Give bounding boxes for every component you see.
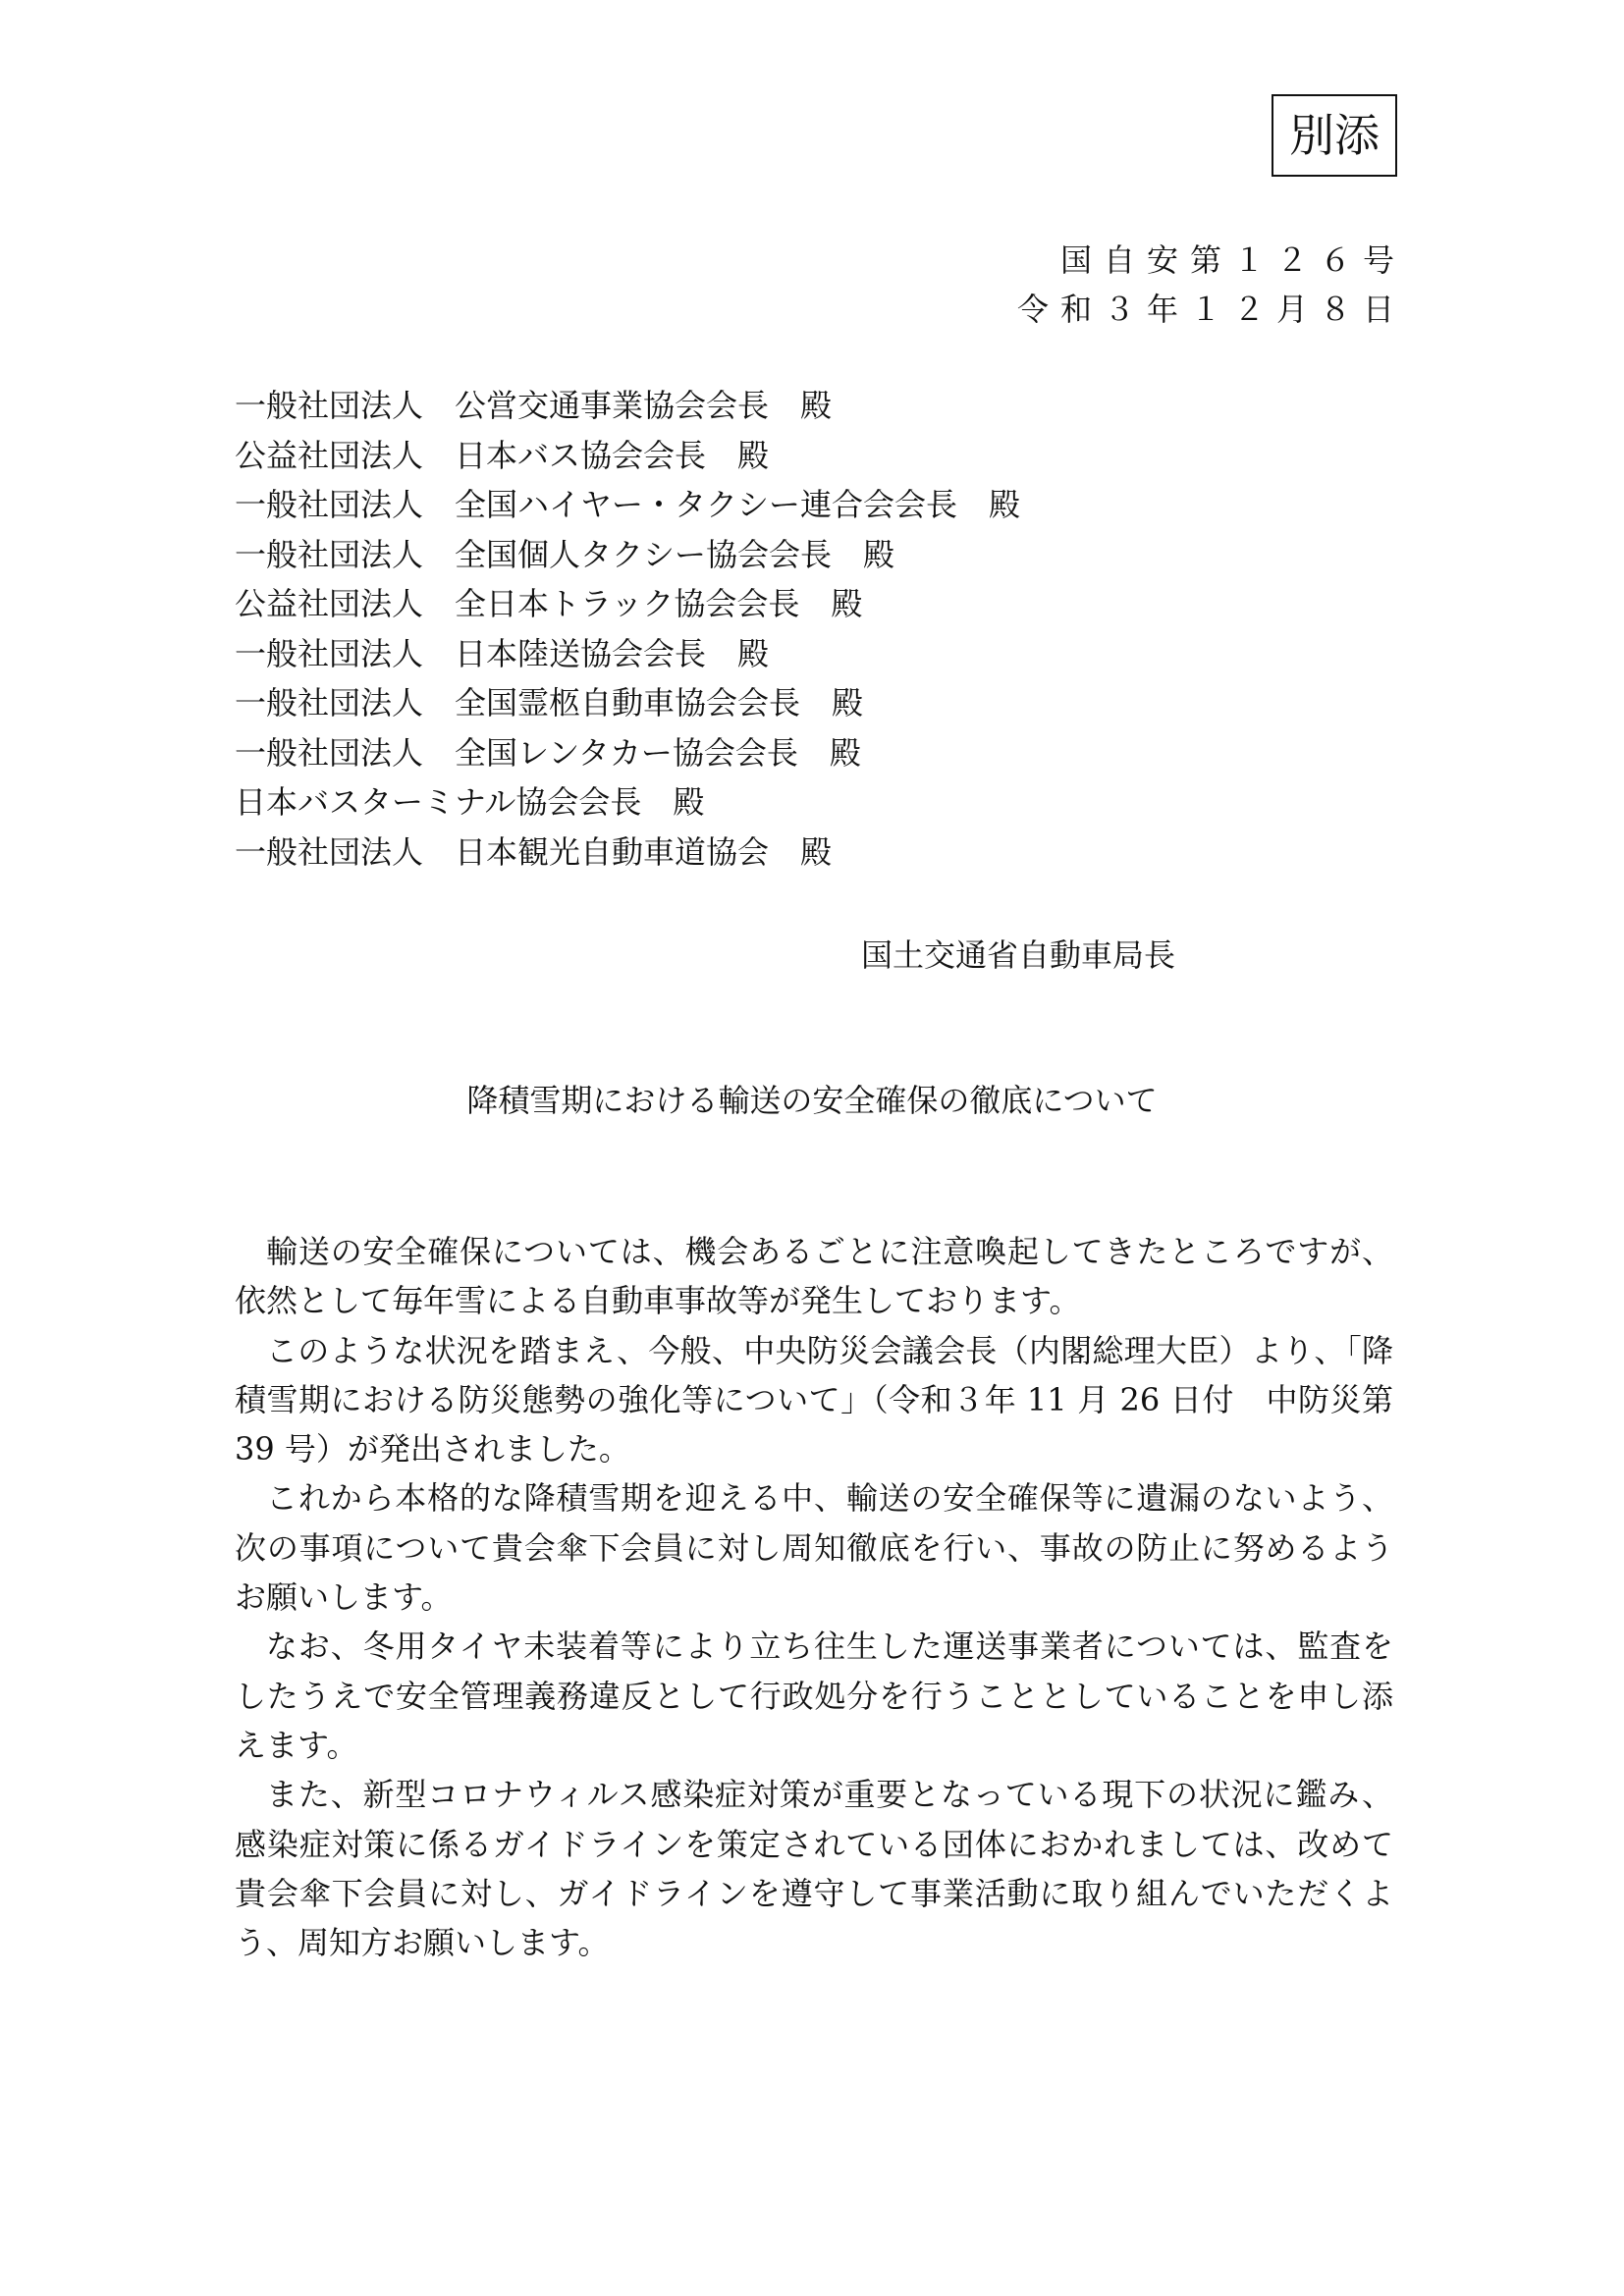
recipient-item: 一般社団法人 全国個人タクシー協会会長 殿 [235,535,895,573]
document-number: 国自安第１２６号 [1059,241,1406,279]
document-title: 降積雪期における輸送の安全確保の徹底について [466,1082,1158,1119]
recipient-list [235,381,1020,877]
body-paragraph: また、新型コロナウィルス感染症対策が重要となっている現下の状況に鑑み、感染症対策に係るガイドラインを策定されている団体におかれましては、改めて貴会傘下会員に対し、ガイドラインを遵守して事業活動に取り組んでいただくよう、周知方お願いします。 [235,1776,1393,1962]
recipient-item: 公益社団法人 日本バス協会会長 殿 [235,436,770,474]
recipient-item: 一般社団法人 日本陸送協会会長 殿 [235,634,770,672]
document-date: 令和３年１２月８日 [1016,291,1406,328]
recipient-item: 日本バスターミナル協会会長 殿 [235,783,705,821]
body-paragraph: 輸送の安全確保については、機会あるごとに注意喚起してきたところですが、依然として毎年雪による自動車事故等が発生しております。 [235,1233,1393,1320]
recipient-item: 公益社団法人 全日本トラック協会会長 殿 [235,585,863,622]
document-header [1016,236,1406,334]
sender-name: 国土交通省自動車局長 [861,936,1176,974]
body-paragraph: なお、冬用タイヤ未装着等により立ち往生した運送事業者については、監査をしたうえで安全管理義務違反として行政処分を行うこととしていることを申し添えます。 [235,1628,1393,1764]
document-body [235,1227,1393,1967]
recipient-item: 一般社団法人 全国レンタカー協会会長 殿 [235,733,861,772]
body-paragraph: これから本格的な降積雪期を迎える中、輸送の安全確保等に遺漏のないよう、次の事項について貴会傘下会員に対し周知徹底を行い、事故の防止に努めるようお願いします。 [235,1479,1393,1617]
recipient-item: 一般社団法人 全国ハイヤー・タクシー連合会会長 殿 [235,486,1021,523]
recipient-item: 一般社団法人 公営交通事業協会会長 殿 [235,387,833,424]
attachment-stamp: 別添 [1272,94,1397,177]
recipient-item: 一般社団法人 全国霊柩自動車協会会長 殿 [235,684,864,721]
recipient-item: 一般社団法人 日本観光自動車道協会 殿 [235,832,833,871]
body-paragraph: このような状況を踏まえ、今般、中央防災会議会長（内閣総理大臣）より、「降積雪期における防災態勢の強化等について」（令和３年 11 月 26 日付 中防災第 39 号）が発出されました。 [235,1331,1393,1468]
